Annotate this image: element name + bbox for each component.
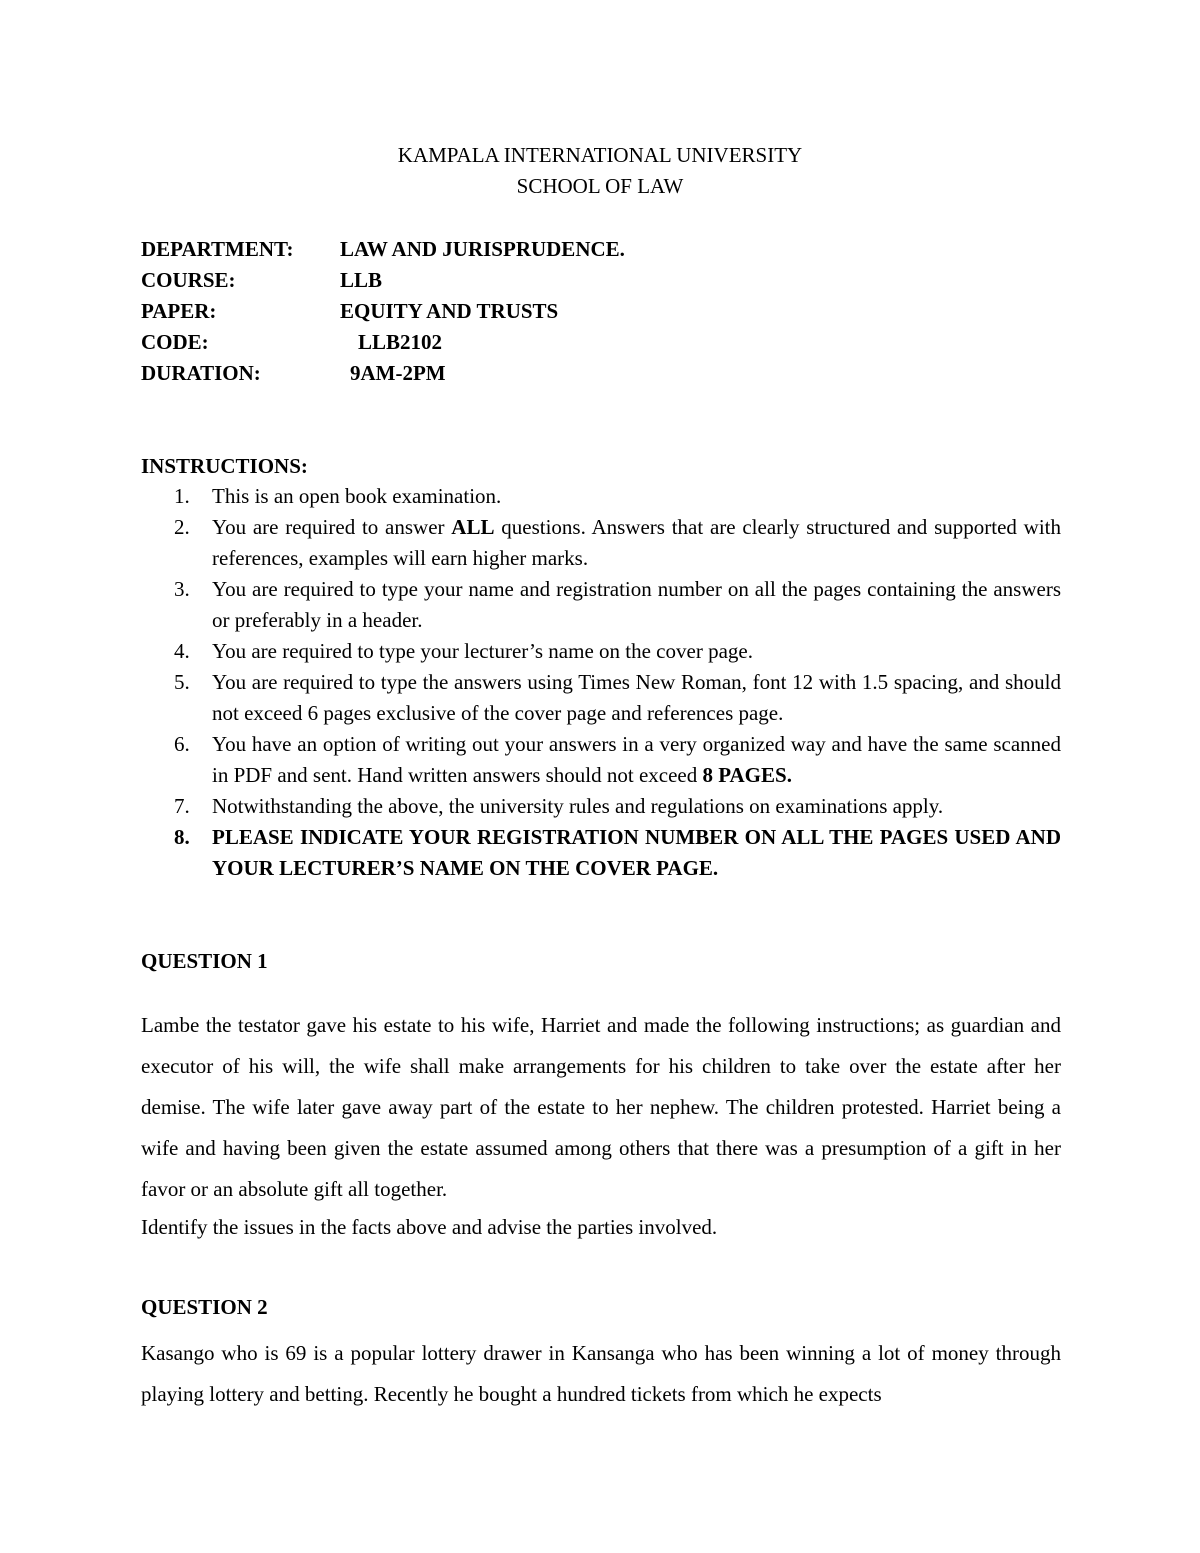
instructions-heading: INSTRUCTIONS: (141, 454, 308, 478)
instruction-text (212, 822, 1061, 884)
instruction-text-part: Notwithstanding the above, the university rules and regulations on examinations apply. (212, 794, 944, 818)
meta-label: CODE: (141, 330, 209, 354)
meta-value: LLB (340, 268, 383, 292)
meta-label: COURSE: (141, 268, 236, 292)
instruction-text (212, 574, 1061, 636)
instruction-emphasis: ALL (451, 515, 495, 539)
meta-label: DEPARTMENT: (141, 237, 294, 261)
question-1-body: Lambe the testator gave his estate to his wife, Harriet and made the following instructions; as guardian and executor of his will, the wife shall make arrangements for his children to take over the estate after her demise. The wife later gave away part of the estate to her nephew. The children protested. Harriet being a wife and having been given the estate assumed among others that there was a presumption of a gift in her favor or an absolute gift all together. (141, 1013, 1061, 1201)
instruction-text-part: questions. Answers that are clearly structured and supported with references, examples will earn higher marks. (212, 515, 1061, 570)
instruction-text (212, 729, 1061, 791)
instruction-text (212, 791, 1061, 822)
school-name: SCHOOL OF LAW (516, 174, 684, 198)
instruction-number: 6. (174, 732, 190, 756)
instruction-text (212, 512, 1061, 574)
meta-value: LLB2102 (358, 330, 443, 354)
instruction-text-part: You are required to type the answers using Times New Roman, font 12 with 1.5 spacing, and should not exceed 6 pages exclusive of the cover page and references page. (212, 670, 1061, 725)
instruction-text-part: You are required to type your name and registration number on all the pages containing the answers or preferably in a header. (212, 577, 1061, 632)
instruction-text-part: This is an open book examination. (212, 484, 502, 508)
question-1-heading: QUESTION 1 (141, 949, 268, 973)
instruction-number: 5. (174, 670, 190, 694)
instruction-item (141, 636, 1061, 667)
instruction-text-part: You are required to answer (212, 515, 452, 539)
instruction-item (141, 481, 1061, 512)
instruction-text-part: You are required to type your lecturer’s name on the cover page. (212, 639, 753, 663)
instruction-item (141, 791, 1061, 822)
instruction-item (141, 729, 1061, 791)
instruction-text (212, 636, 1061, 667)
meta-label: PAPER: (141, 299, 217, 323)
instruction-number: 7. (174, 794, 190, 818)
instruction-number: 3. (174, 577, 190, 601)
instruction-text-part: PLEASE INDICATE YOUR REGISTRATION NUMBER ON ALL THE PAGES USED AND YOUR LECTURER’S NAME ON THE COVER PAGE. (212, 825, 1061, 880)
instructions-list (141, 481, 1061, 884)
instruction-number: 4. (174, 639, 190, 663)
instruction-text-part: You have an option of writing out your answers in a very organized way and have the same scanned in PDF and sent. Hand written answers should not exceed (212, 732, 1061, 787)
instruction-item (141, 574, 1061, 636)
question-1-task: Identify the issues in the facts above and advise the parties involved. (141, 1215, 718, 1239)
question-2-heading: QUESTION 2 (141, 1295, 268, 1319)
meta-label: DURATION: (141, 361, 261, 385)
instruction-item (141, 667, 1061, 729)
instruction-number: 2. (174, 515, 190, 539)
instruction-number: 1. (174, 484, 190, 508)
question-2-body: Kasango who is 69 is a popular lottery drawer in Kansanga who has been winning a lot of money through playing lottery and betting. Recently he bought a hundred tickets from which he expects (141, 1341, 1061, 1406)
meta-value: LAW AND JURISPRUDENCE. (340, 237, 625, 261)
instruction-text (212, 481, 1061, 512)
instruction-item (141, 822, 1061, 884)
instruction-text (212, 667, 1061, 729)
meta-value: EQUITY AND TRUSTS (340, 299, 559, 323)
meta-value: 9AM-2PM (350, 361, 446, 385)
instruction-emphasis: 8 PAGES. (702, 763, 792, 787)
university-name: KAMPALA INTERNATIONAL UNIVERSITY (397, 143, 803, 167)
instruction-number: 8. (174, 825, 190, 849)
instruction-item (141, 512, 1061, 574)
